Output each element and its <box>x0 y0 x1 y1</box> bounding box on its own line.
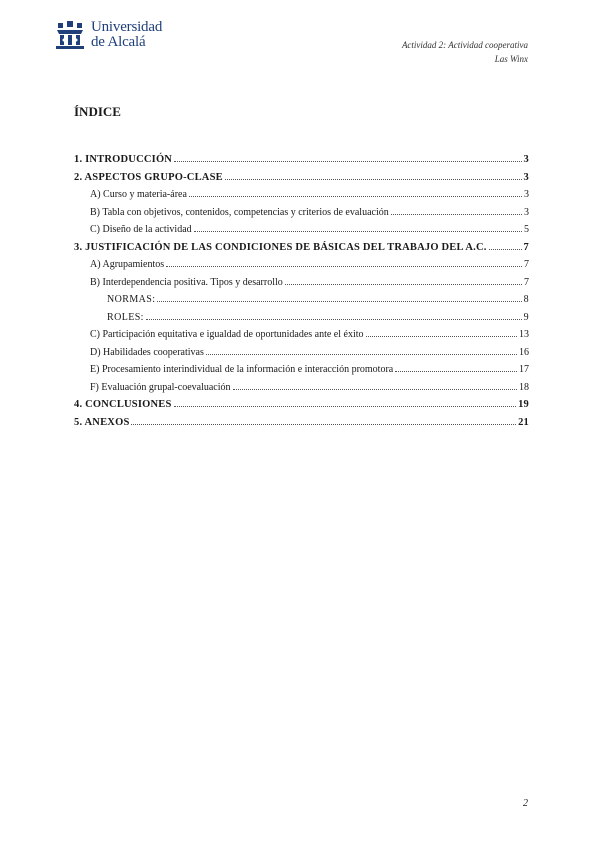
toc-entry[interactable] <box>74 364 529 382</box>
toc-leader-dots <box>366 336 517 337</box>
toc-leader-dots <box>225 179 522 180</box>
toc-entry[interactable] <box>74 224 529 242</box>
toc-entry-text: 1. INTRODUCCIÓN <box>74 154 173 165</box>
toc-entry[interactable] <box>74 207 529 225</box>
toc-entry-page: 17 <box>519 364 529 375</box>
toc-entry-page: 9 <box>523 311 529 323</box>
toc-entry-page: 18 <box>519 381 529 393</box>
toc-leader-dots <box>391 214 522 215</box>
toc-entry-text: 4. CONCLUSIONES <box>74 399 172 410</box>
toc-leader-dots <box>206 354 517 355</box>
toc-entry-page: 13 <box>519 329 529 340</box>
toc-entry[interactable] <box>74 154 529 172</box>
toc-leader-dots <box>174 161 521 162</box>
toc-entry-page: 3 <box>524 206 529 218</box>
toc-entry-page: 7 <box>524 259 529 270</box>
university-name-line2: de Alcalá <box>91 34 146 50</box>
toc-leader-dots <box>146 319 522 320</box>
toc-entry-page: 7 <box>524 276 529 288</box>
activity-title: Actividad 2: Actividad cooperativa <box>401 40 528 50</box>
toc-entry-text: D) Habilidades cooperativas <box>90 346 204 358</box>
toc-entry-text: ROLES: <box>107 311 144 323</box>
team-name: Las Winx <box>494 54 528 64</box>
toc-entry-text: E) Procesamiento interindividual de la información e interacción promotora <box>90 364 394 375</box>
toc-entry[interactable] <box>74 312 529 330</box>
toc-leader-dots <box>157 301 521 302</box>
toc-entry-page: 8 <box>523 294 529 305</box>
toc-entry-text: B) Interdependencia positiva. Tipos y desarrollo <box>90 276 283 288</box>
toc-entry-page: 7 <box>523 241 529 253</box>
toc-entry[interactable] <box>74 259 529 277</box>
toc-entry-text: A) Agrupamientos <box>90 259 165 270</box>
toc-entry[interactable] <box>74 329 529 347</box>
page-number: 2 <box>523 798 528 809</box>
toc-leader-dots <box>194 231 522 232</box>
toc-leader-dots <box>395 371 517 372</box>
toc-entry[interactable] <box>74 347 529 365</box>
toc-entry-text: C) Participación equitativa e igualdad de oportunidades ante el éxito <box>90 329 364 340</box>
university-logo <box>55 20 162 50</box>
toc-entry[interactable] <box>74 172 529 190</box>
toc-entry-page: 16 <box>519 346 529 358</box>
table-of-contents <box>74 154 529 434</box>
toc-leader-dots <box>233 389 518 390</box>
toc-leader-dots <box>189 196 522 197</box>
toc-entry[interactable] <box>74 382 529 400</box>
toc-entry[interactable] <box>74 242 529 260</box>
university-crest-icon <box>55 20 85 50</box>
toc-entry-text: B) Tabla con objetivos, contenidos, competencias y criterios de evaluación <box>90 206 389 218</box>
toc-entry-page: 5 <box>524 224 529 235</box>
university-name-line1: Universidad <box>91 19 163 35</box>
toc-entry[interactable] <box>74 294 529 312</box>
toc-entry-text: 5. ANEXOS <box>74 416 130 428</box>
toc-entry-page: 3 <box>523 171 529 183</box>
toc-entry-text: F) Evaluación grupal-coevaluación <box>90 381 231 393</box>
toc-leader-dots <box>166 266 522 267</box>
toc-entry-text: NORMAS: <box>107 294 156 305</box>
index-title: ÍNDICE <box>74 104 121 119</box>
toc-entry-page: 3 <box>524 189 529 200</box>
toc-entry-text: C) Diseño de la actividad <box>90 224 192 235</box>
toc-entry[interactable] <box>74 417 529 435</box>
toc-entry-text: 3. JUSTIFICACIÓN DE LAS CONDICIONES DE BÁSICAS DEL TRABAJO DEL A.C. <box>74 241 487 253</box>
toc-leader-dots <box>174 406 517 407</box>
toc-entry[interactable] <box>74 399 529 417</box>
document-header <box>402 38 528 66</box>
toc-leader-dots <box>285 284 522 285</box>
toc-entry-page: 3 <box>523 154 529 165</box>
toc-leader-dots <box>131 424 516 425</box>
toc-entry-text: 2. ASPECTOS GRUPO-CLASE <box>74 171 223 183</box>
toc-entry-page: 21 <box>518 416 529 428</box>
toc-entry[interactable] <box>74 189 529 207</box>
toc-entry-text: A) Curso y materia-área <box>90 189 187 200</box>
toc-entry[interactable] <box>74 277 529 295</box>
toc-leader-dots <box>489 249 522 250</box>
toc-entry-page: 19 <box>518 399 529 410</box>
